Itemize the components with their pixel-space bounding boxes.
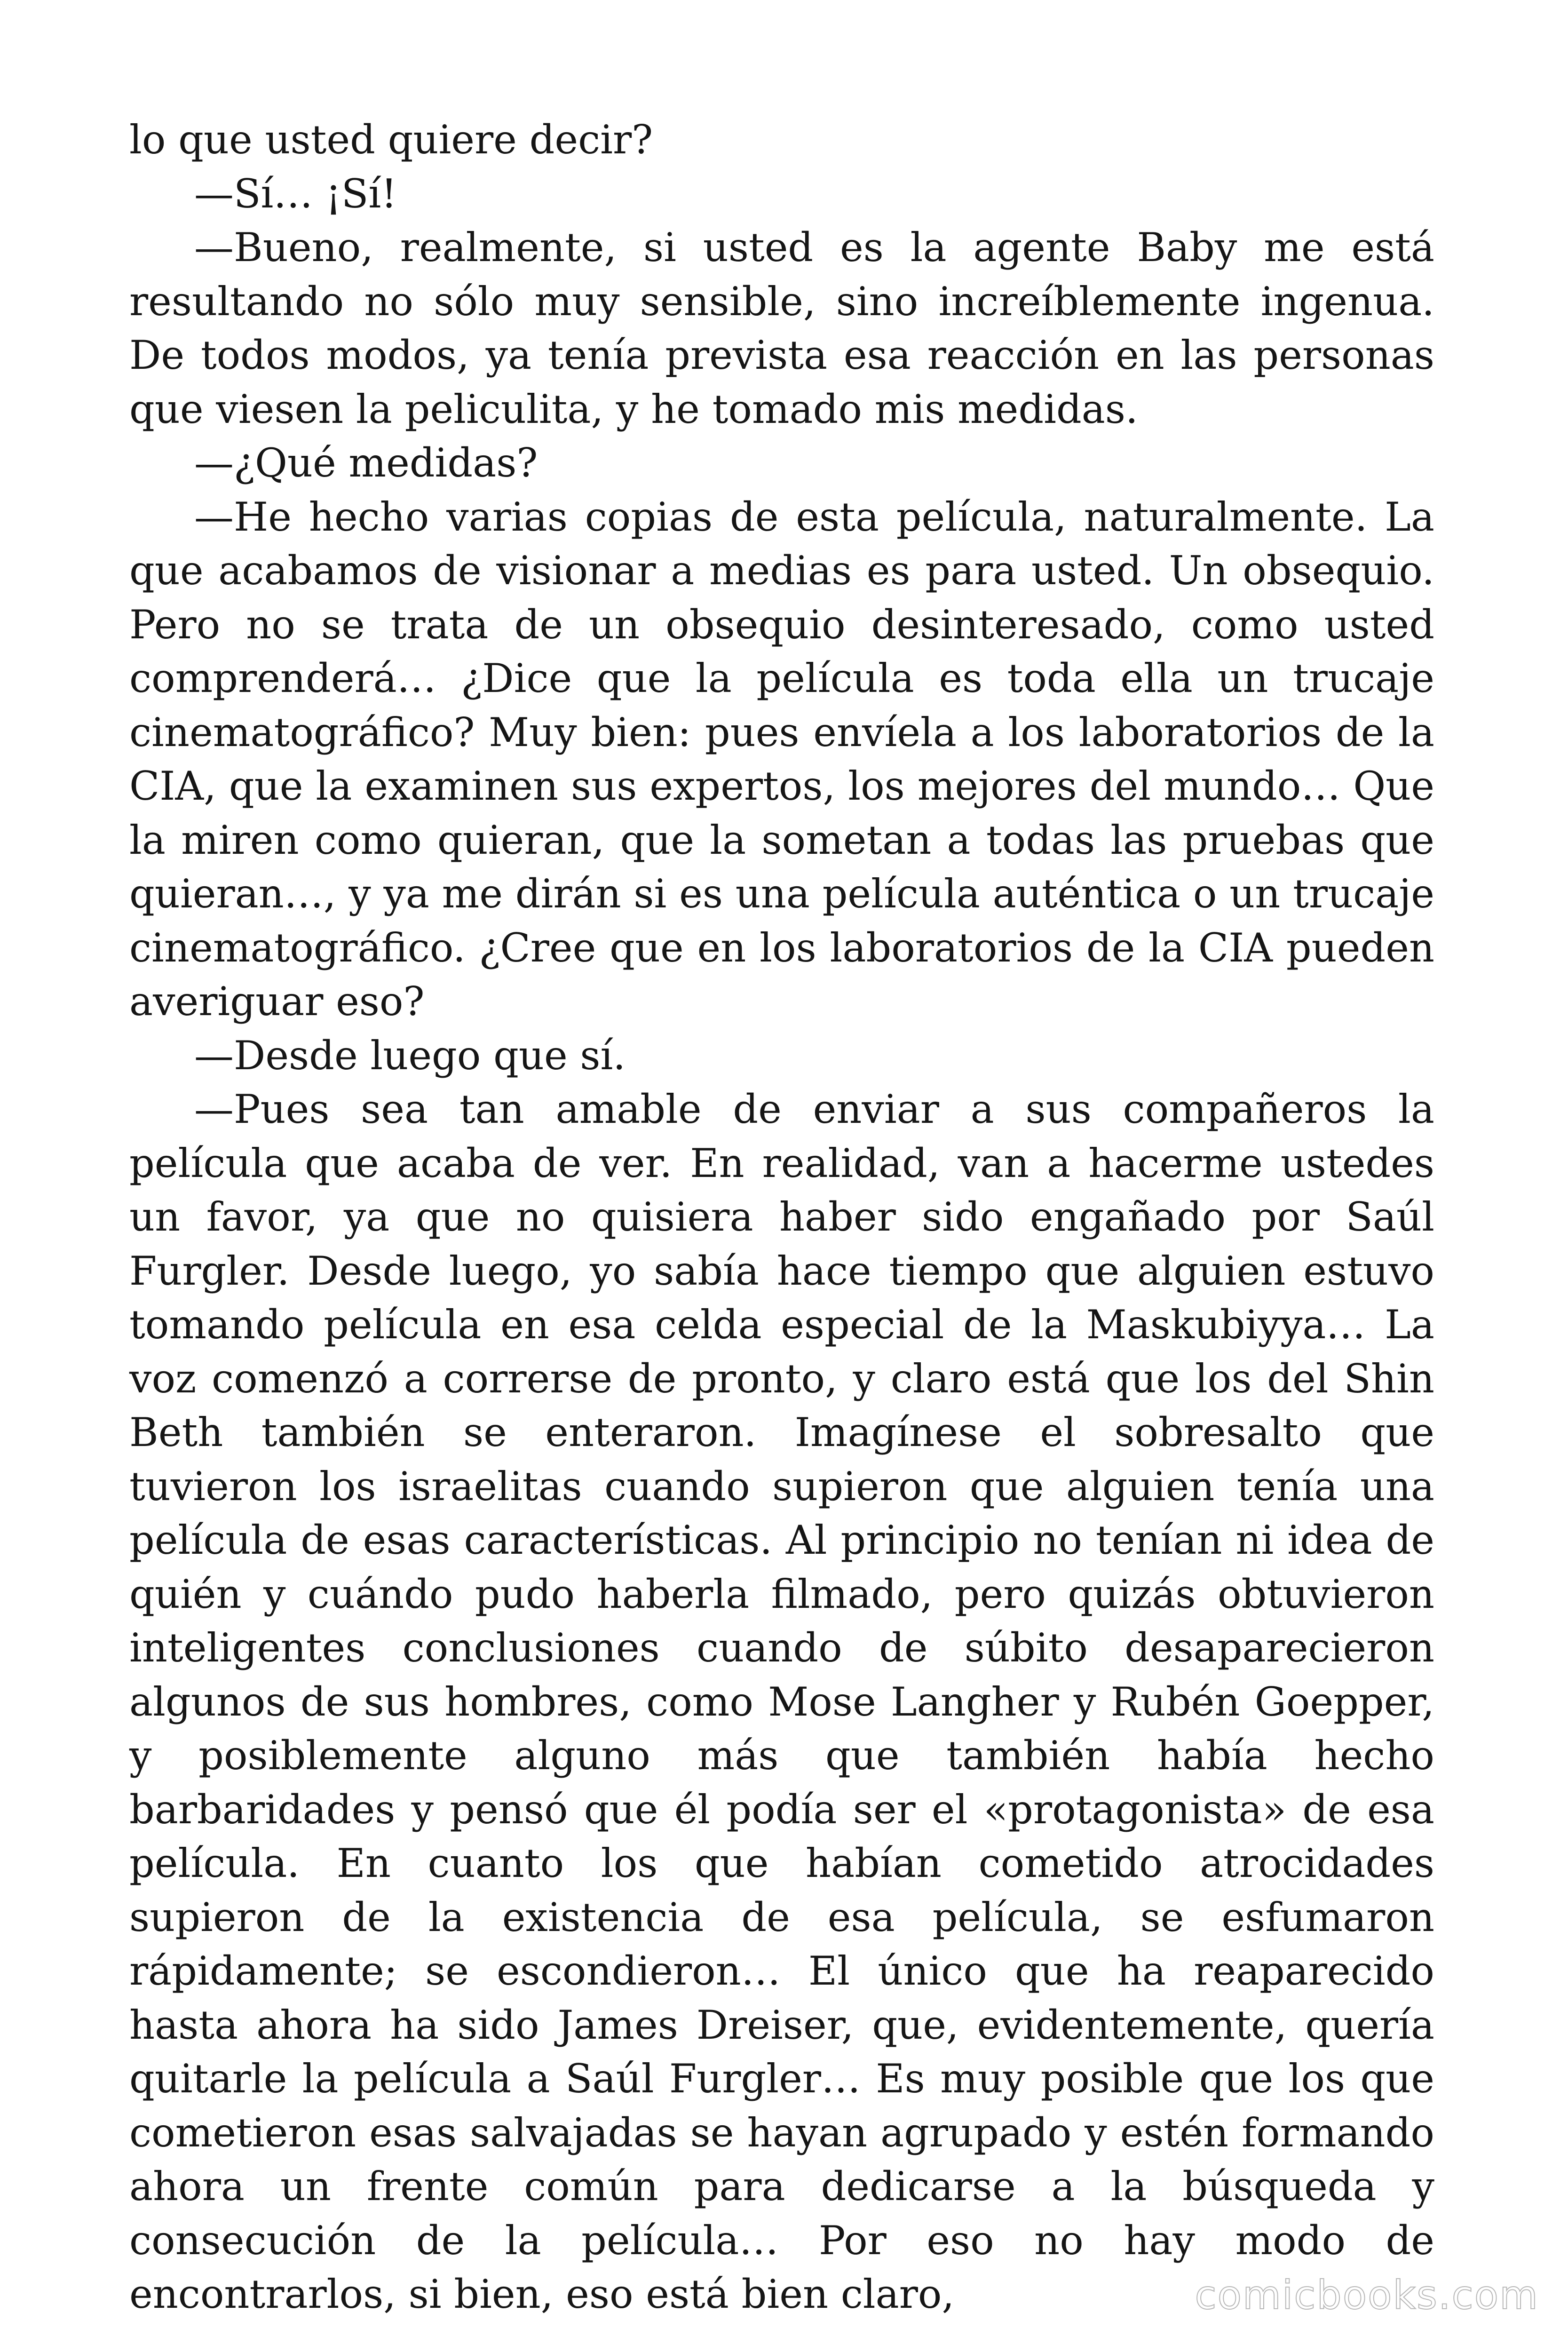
paragraph-dialogue: —Bueno, realmente, si usted es la agente Baby me está resultando no sólo muy sensible, sino increíblemente ingenua. De todos modos, ya tenía prevista esa reacción en las personas que viesen la peliculita, y he tomado mis medidas. [129, 224, 1434, 432]
watermark: comicbooks.com [1195, 2272, 1539, 2318]
body-text [129, 113, 1434, 2321]
paragraph-dialogue: —Sí… ¡Sí! [194, 170, 397, 217]
paragraph-dialogue: —¿Qué medidas? [194, 440, 538, 486]
paragraph-dialogue: —He hecho varias copias de esta película, naturalmente. La que acabamos de visionar a medias es para usted. Un obsequio. Pero no se trata de un obsequio desinteresado, como usted comprenderá… ¿Dice que la película es toda ella un trucaje cinematográfico? Muy bien: pues envíela a los laboratorios de la CIA, que la examinen sus expertos, los mejores del mundo… Que la miren como quieran, que la sometan a todas las pruebas que quieran…, y ya me dirán si es una película auténtica o un trucaje cinematográfico. ¿Cree que en los laboratorios de la CIA pueden averiguar eso? [129, 493, 1434, 1025]
paragraph-continuation: lo que usted quiere decir? [129, 117, 653, 163]
paragraph-dialogue: —Desde luego que sí. [194, 1032, 626, 1079]
paragraph-dialogue: —Pues sea tan amable de enviar a sus compañeros la película que acaba de ver. En realidad, van a hacerme ustedes un favor, ya que no quisiera haber sido engañado por Saúl Furgler. Desde luego, yo sabía hace tiempo que alguien estuvo tomando película en esa celda especial de la Maskubiyya… La voz comenzó a correrse de pronto, y claro está que los del Shin Beth también se enteraron. Imagínese el sobresalto que tuvieron los israelitas cuando supieron que alguien tenía una película de esas características. Al principio no tenían ni idea de quién y cuándo pudo haberla filmado, pero quizás obtuvieron inteligentes conclusiones cuando de súbito desaparecieron algunos de sus hombres, como Mose Langher y Rubén Goepper, y posiblemente alguno más que también había hecho barbaridades y pensó que él podía ser el «protagonista» de esa película. En cuanto los que habían cometido atrocidades supieron de la existencia de esa película, se esfumaron rápidamente; se escondieron… El único que ha reaparecido hasta ahora ha sido James Dreiser, que, evidentemente, quería quitarle la película a Saúl Furgler… Es muy posible que los que cometieron esas salvajadas se hayan agrupado y estén formando ahora un frente común para dedicarse a la búsqueda y consecución de la película… Por eso no hay modo de encontrarlos, si bien, eso está bien claro, [129, 1086, 1434, 2317]
